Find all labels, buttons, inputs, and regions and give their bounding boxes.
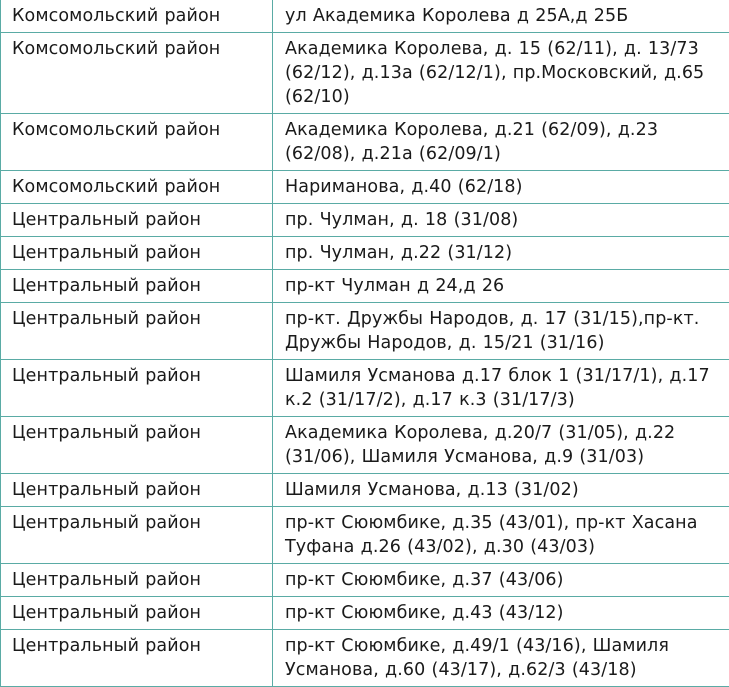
table-row: [1, 270, 729, 303]
district-cell: Центральный район: [1, 597, 273, 630]
address-cell: Шамиля Усманова, д.13 (31/02): [273, 474, 729, 507]
district-cell: Центральный район: [1, 630, 273, 687]
address-cell: Академика Королева, д. 15 (62/11), д. 13/73 (62/12), д.13а (62/12/1), пр.Московский, д.65 (62/10): [273, 33, 729, 114]
table-row: [1, 597, 729, 630]
table-row: [1, 630, 729, 687]
address-cell: пр-кт Сююмбике, д.37 (43/06): [273, 564, 729, 597]
address-cell: пр-кт Сююмбике, д.35 (43/01), пр-кт Хасана Туфана д.26 (43/02), д.30 (43/03): [273, 507, 729, 564]
district-cell: Комсомольский район: [1, 33, 273, 114]
table-row: [1, 171, 729, 204]
address-cell: пр-кт Сююмбике, д.49/1 (43/16), Шамиля Усманова, д.60 (43/17), д.62/3 (43/18): [273, 630, 729, 687]
district-cell: Центральный район: [1, 237, 273, 270]
address-cell: пр. Чулман, д. 18 (31/08): [273, 204, 729, 237]
district-cell: Центральный район: [1, 360, 273, 417]
address-cell: Академика Королева, д.21 (62/09), д.23 (62/08), д.21а (62/09/1): [273, 114, 729, 171]
table-row: [1, 0, 729, 33]
district-cell: Центральный район: [1, 564, 273, 597]
table-row: [1, 564, 729, 597]
district-cell: Центральный район: [1, 417, 273, 474]
table-row: [1, 204, 729, 237]
address-cell: Академика Королева, д.20/7 (31/05), д.22 (31/06), Шамиля Усманова, д.9 (31/03): [273, 417, 729, 474]
address-cell: пр. Чулман, д.22 (31/12): [273, 237, 729, 270]
district-cell: Комсомольский район: [1, 171, 273, 204]
district-cell: Комсомольский район: [1, 114, 273, 171]
table-row: [1, 507, 729, 564]
address-cell: Шамиля Усманова д.17 блок 1 (31/17/1), д.17 к.2 (31/17/2), д.17 к.3 (31/17/3): [273, 360, 729, 417]
address-cell: пр-кт Чулман д 24,д 26: [273, 270, 729, 303]
address-cell: пр-кт Сююмбике, д.43 (43/12): [273, 597, 729, 630]
district-cell: Центральный район: [1, 303, 273, 360]
district-cell: Центральный район: [1, 270, 273, 303]
address-cell: пр-кт. Дружбы Народов, д. 17 (31/15),пр-кт. Дружбы Народов, д. 15/21 (31/16): [273, 303, 729, 360]
district-cell: Комсомольский район: [1, 0, 273, 33]
address-table-body: [1, 0, 729, 687]
district-cell: Центральный район: [1, 204, 273, 237]
district-cell: Центральный район: [1, 507, 273, 564]
table-row: [1, 114, 729, 171]
table-row: [1, 303, 729, 360]
table-row: [1, 237, 729, 270]
address-cell: ул Академика Королева д 25А,д 25Б: [273, 0, 729, 33]
table-row: [1, 417, 729, 474]
district-cell: Центральный район: [1, 474, 273, 507]
table-row: [1, 33, 729, 114]
address-cell: Нариманова, д.40 (62/18): [273, 171, 729, 204]
table-row: [1, 474, 729, 507]
table-row: [1, 360, 729, 417]
